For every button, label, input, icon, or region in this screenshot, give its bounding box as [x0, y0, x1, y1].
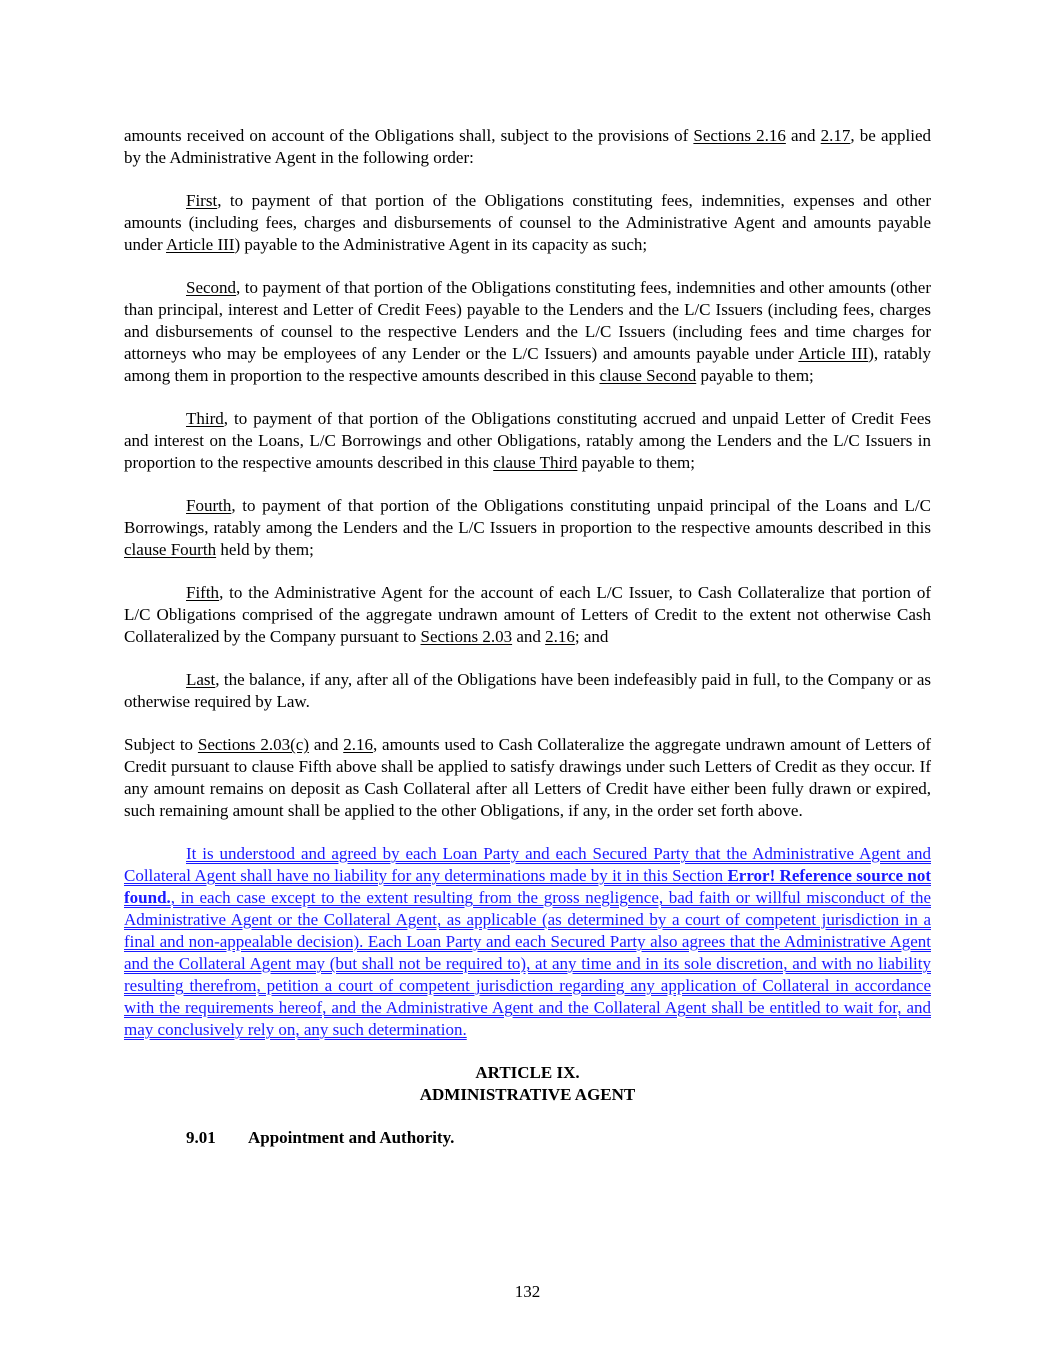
intro-text: amounts received on account of the Obligations shall, subject to the provisions of — [124, 126, 694, 145]
clause-text: , to the Administrative Agent for the account of each L/C Issuer, to Cash Collateralize that portion of L/C Obligations comprised of the aggregate undrawn amount of Letters of Credit to the extent not otherwise Cash Collateralized by the Company pursuant to — [124, 583, 931, 646]
connector-text: and — [512, 627, 546, 646]
inserted-text: , in each case except to the extent resulting from the gross negligence, bad faith or willful misconduct of the Administrative Agent or the Collateral Agent, as applicable (as determined by a court of competent jurisdiction in a final and non-appealable decision). Each Loan Party and each Secured Party also agrees that the Administrative Agent and the Collateral Agent may (but shall not be required to), at any time and in its sole discretion, and with no liability resulting therefrom, petition a court of competent jurisdiction regarding any application of Collateral in accordance with the requirements hereof, and the Administrative Agent and the Collateral Agent shall be entitled to wait for, and may conclusively rely on, any such determination. — [124, 888, 931, 1039]
clause-label: Last — [186, 670, 216, 689]
clause-fourth — [124, 495, 931, 561]
intro-text: , be applied by the Administrative Agent in the following order: — [124, 126, 931, 167]
section-number: 9.01 — [186, 1128, 216, 1147]
intro-paragraph — [124, 125, 931, 169]
section-ref: 2.16 — [545, 627, 575, 646]
clause-ref: clause Second — [599, 366, 697, 385]
section-heading — [124, 1127, 931, 1149]
clause-text: held by them; — [216, 540, 314, 559]
clause-label: Third — [186, 409, 224, 428]
inserted-text: It is understood and agreed by each Loan Party and each Secured Party that the Administrative Agent and Collateral Agent shall have no liability for any determinations made by it in this Section — [124, 844, 931, 885]
broken-reference: Error! Reference source not found. — [124, 866, 931, 907]
clause-text: payable to them; — [577, 453, 695, 472]
clause-text: , to payment of that portion of the Obligations constituting accrued and unpaid Letter of Credit Fees and interest on the Loans, L/C Borrowings and other Obligations, ratably among the Lenders and the L/C Issuers in proportion to the respective amounts described in this — [124, 409, 931, 472]
clause-label: Second — [186, 278, 237, 297]
article-title: ADMINISTRATIVE AGENT — [419, 1085, 636, 1104]
clause-ref: clause Fourth — [124, 540, 217, 559]
inserted-paragraph — [124, 843, 931, 1041]
section-ref: Sections 2.03 — [420, 627, 513, 646]
document-body — [124, 125, 931, 1149]
clause-text: payable to them; — [696, 366, 814, 385]
clause-label: First — [186, 191, 218, 210]
clause-third — [124, 408, 931, 474]
clause-text: ), ratably among them in proportion to the respective amounts described in this — [124, 344, 932, 385]
section-ref: Sections 2.03(c) — [197, 735, 309, 754]
clause-last — [124, 669, 931, 713]
subject-text: , amounts used to Cash Collateralize the aggregate undrawn amount of Letters of Credit pursuant to clause Fifth above shall be applied to satisfy drawings under such Letters of Credit as they occur. If any amount remains on deposit as Cash Collateral after all Letters of Credit have either been fully drawn or expired, such remaining amount shall be applied to the other Obligations, if any, in the order set forth above. — [124, 735, 931, 820]
clause-text: , to payment of that portion of the Obligations constituting fees, indemnities, expenses and other amounts (including fees, charges and disbursements of counsel to the Administrative Agent and amounts payable under — [124, 191, 931, 254]
clause-ref: clause Third — [493, 453, 578, 472]
connector-text: and — [785, 126, 821, 145]
connector-text: and — [308, 735, 344, 754]
article-heading — [124, 1062, 931, 1106]
article-number: ARTICLE IX. — [475, 1063, 580, 1082]
clause-text: , to payment of that portion of the Obligations constituting fees, indemnities and other amounts (other than principal, interest and Letter of Credit Fees) payable to the Lenders and the L/C Issuers (including fees, charges and disbursements of counsel to the respective Lenders and the L/C Issuers (including fees and time charges for attorneys who may be employees of any Lender or the L/C Issuers) and amounts payable under — [124, 278, 931, 363]
clause-first — [124, 190, 931, 256]
article-ref: Article III — [798, 344, 869, 363]
clause-text: , the balance, if any, after all of the Obligations have been indefeasibly paid in full, to the Company or as otherwise required by Law. — [124, 670, 931, 711]
article-ref: Article III — [166, 235, 235, 254]
clause-text: ) payable to the Administrative Agent in its capacity as such; — [234, 235, 648, 254]
subject-text: Subject to — [124, 735, 198, 754]
clause-second — [124, 277, 931, 387]
subject-paragraph — [124, 734, 931, 822]
section-ref: 2.17 — [820, 126, 851, 145]
clause-fifth — [124, 582, 931, 648]
section-title: Appointment and Authority. — [248, 1128, 455, 1147]
page-number: 132 — [514, 1282, 541, 1301]
clause-label: Fourth — [186, 496, 232, 515]
section-ref: 2.16 — [343, 735, 373, 754]
clause-text: , to payment of that portion of the Obligations constituting unpaid principal of the Loans and L/C Borrowings, ratably among the Lenders and the L/C Issuers in proportion to the respective amounts described in this — [124, 496, 931, 537]
clause-text: ; and — [574, 627, 609, 646]
clause-label: Fifth — [186, 583, 220, 602]
section-ref: Sections 2.16 — [693, 126, 786, 145]
